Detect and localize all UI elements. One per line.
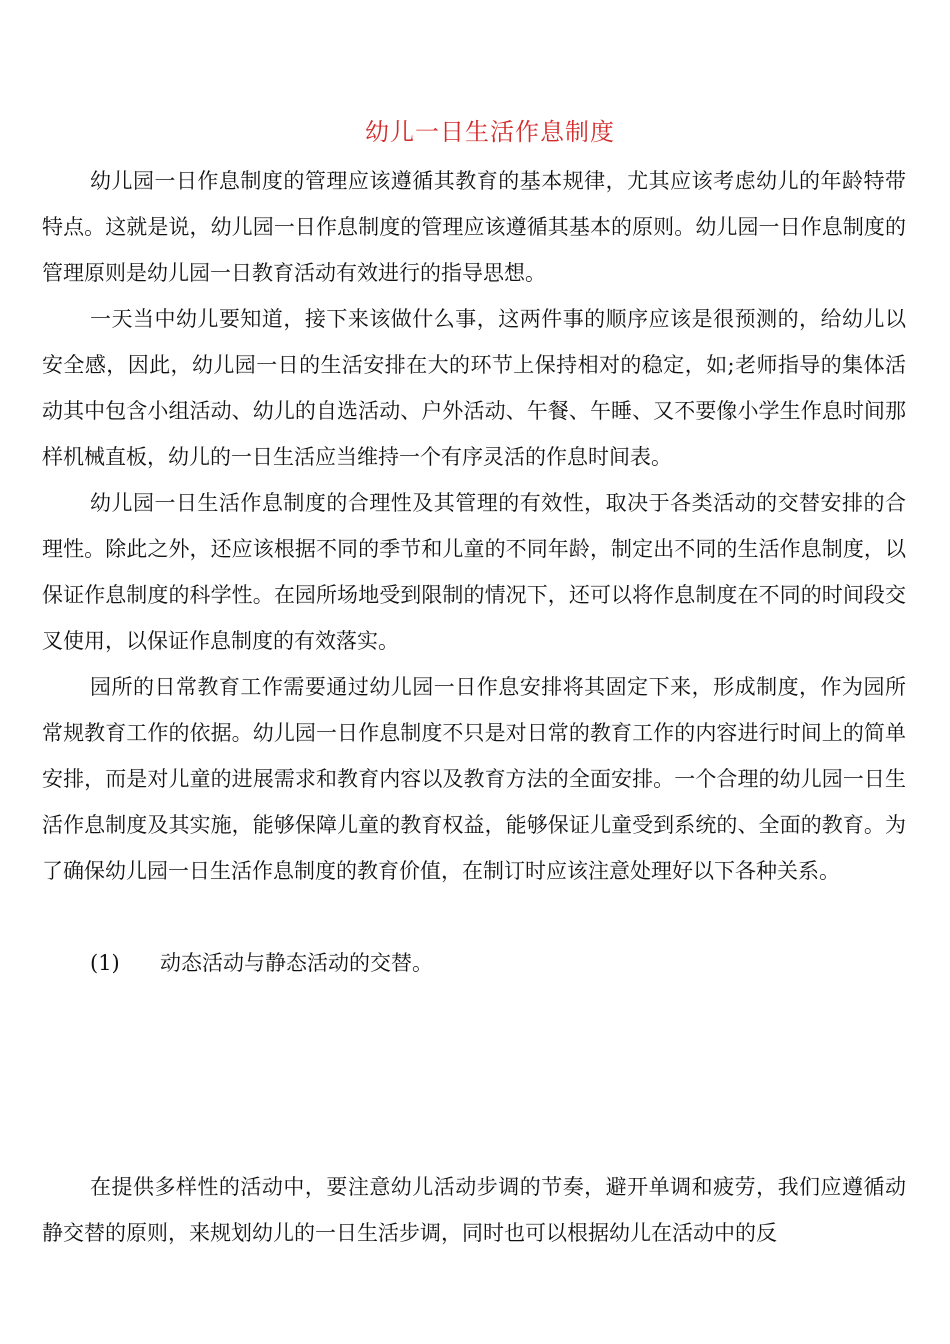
paragraph-3: 幼儿园一日生活作息制度的合理性及其管理的有效性，取决于各类活动的交替安排的合理性。除此之外，还应该根据不同的季节和儿童的不同年龄，制定出不同的生活作息制度，以保证作息制度的科学性。在园所场地受到限制的情况下，还可以将作息制度在不同的时间段交叉使用，以保证作息制度的有效落实。 [42,491,906,653]
list-item-1 [90,940,906,986]
paragraph-5: 在提供多样性的活动中，要注意幼儿活动步调的节奏，避开单调和疲劳，我们应遵循动静交替的原则，来规划幼儿的一日生活步调，同时也可以根据幼儿在活动中的反 [42,1175,906,1245]
paragraph-1: 幼儿园一日作息制度的管理应该遵循其教育的基本规律，尤其应该考虑幼儿的年龄特带特点。这就是说，幼儿园一日作息制度的管理应该遵循其基本的原则。幼儿园一日作息制度的管理原则是幼儿园一日教育活动有效进行的指导思想。 [42,169,906,285]
list-item-number: (1) [90,951,120,975]
paragraph-4: 园所的日常教育工作需要通过幼儿园一日作息安排将其固定下来，形成制度，作为园所常规教育工作的依据。幼儿园一日作息制度不只是对日常的教育工作的内容进行时间上的简单安排，而是对儿童的进展需求和教育内容以及教育方法的全面安排。一个合理的幼儿园一日生活作息制度及其实施，能够保障儿童的教育权益，能够保证儿童受到系统的、全面的教育。为了确保幼儿园一日生活作息制度的教育价值，在制订时应该注意处理好以下各种关系。 [42,675,906,883]
paragraph-2: 一天当中幼儿要知道，接下来该做什么事，这两件事的顺序应该是很预测的，给幼儿以安全感，因此，幼儿园一日的生活安排在大的环节上保持相对的稳定，如;老师指导的集体活动其中包含小组活动、幼儿的自选活动、户外活动、午餐、午睡、又不要像小学生作息时间那样机械直板，幼儿的一日生活应当维持一个有序灵活的作息时间表。 [42,307,906,469]
list-item-text: 动态活动与静态活动的交替。 [160,951,433,975]
document-title: 幼儿一日生活作息制度 [365,118,615,146]
